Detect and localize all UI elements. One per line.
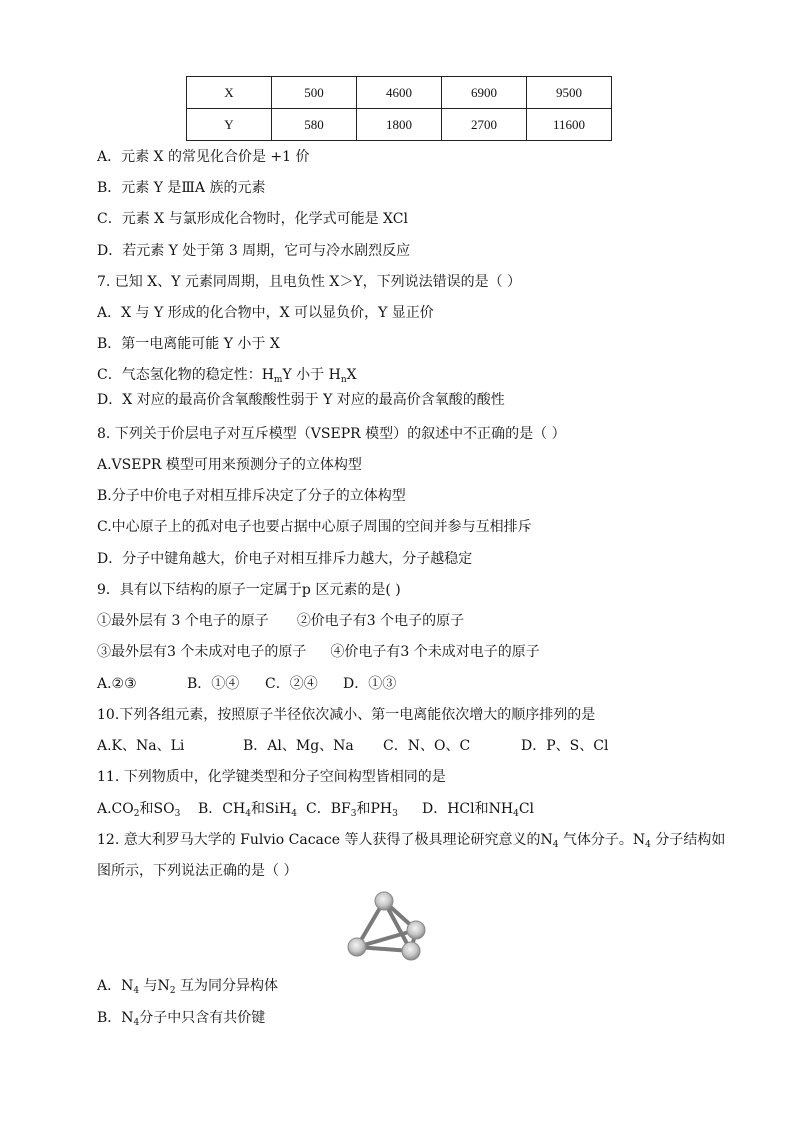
q7-option-c bbox=[97, 366, 357, 384]
q9-item-4: ④价电子有3 个未成对电子的原子 bbox=[330, 644, 540, 660]
table-cell: 11600 bbox=[527, 109, 612, 141]
table-cell: 9500 bbox=[527, 77, 612, 109]
ionization-energy-table bbox=[186, 76, 612, 141]
q6-option-c: C．元素 X 与氯形成化合物时，化学式可能是 XCl bbox=[97, 211, 408, 227]
table-cell: 580 bbox=[272, 109, 357, 141]
q7-option-d: D．X 对应的最高价含氧酸酸性弱于 Y 对应的最高价含氧酸的酸性 bbox=[97, 392, 505, 408]
q9-option-a: A.②③ bbox=[97, 676, 137, 692]
q9-options bbox=[97, 675, 396, 693]
q8-option-d: D．分子中键角越大，价电子对相互排斥力越大，分子越稳定 bbox=[97, 551, 473, 567]
table-row bbox=[187, 109, 612, 141]
q8-stem: 8. 下列关于价层电子对互斥模型（VSEPR 模型）的叙述中不正确的是（ ） bbox=[97, 426, 566, 442]
q8-option-a: A.VSEPR 模型可用来预测分子的立体构型 bbox=[97, 457, 362, 473]
q9-option-c: C．②④ bbox=[265, 676, 318, 692]
table-cell: 2700 bbox=[442, 109, 527, 141]
row-label: Y bbox=[187, 109, 272, 141]
q7-c-pre: C．气态氢化物的稳定性：H bbox=[97, 367, 274, 383]
q11-option-b: B．$CH_4$和SiH$_4$ bbox=[198, 801, 297, 819]
q7-c-post: X bbox=[346, 367, 357, 383]
q8-option-b: B.分子中价电子对相互排斥决定了分子的立体构型 bbox=[97, 488, 406, 504]
q6-option-a: A．元素 X 的常见化合价是 +1 价 bbox=[97, 149, 310, 165]
q12-stem-line-2: 图所示，下列说法正确的是（ ） bbox=[97, 863, 298, 879]
q12-option-a: A．$N_4$ 与$N_2$ 互为同分异构体 bbox=[97, 978, 278, 996]
q10-option-b: B．Al、Mg、Na bbox=[243, 738, 354, 754]
q9-item-2: ②价电子有3 个电子的原子 bbox=[296, 613, 465, 629]
q9-line-1 bbox=[97, 612, 464, 630]
q6-option-b: B．元素 Y 是ⅢA 族的元素 bbox=[97, 180, 266, 196]
q11-stem: 11. 下列物质中，化学键类型和分子空间构型皆相同的是 bbox=[97, 769, 446, 785]
q10-option-d: D．P、S、Cl bbox=[521, 738, 609, 754]
q7-c-mid: Y 小于 H bbox=[282, 367, 341, 383]
q9-stem: 9．具有以下结构的原子一定属于p 区元素的是( ) bbox=[97, 582, 401, 598]
q11-option-c: C．$BF_3$和$PH_3$ bbox=[306, 801, 398, 819]
q10-options bbox=[97, 737, 608, 755]
q9-option-b: B．①④ bbox=[187, 676, 240, 692]
table-cell: 1800 bbox=[357, 109, 442, 141]
table-cell: 4600 bbox=[357, 77, 442, 109]
table-cell: 6900 bbox=[442, 77, 527, 109]
q9-item-1: ①最外层有 3 个电子的原子 bbox=[97, 613, 269, 629]
q12-stem-line-1: 12. 意大利罗马大学的 Fulvio Cacace 等人获得了极具理论研究意义的$N_4$ 气体分子。$N_4$ 分子结构如 bbox=[97, 832, 726, 850]
table-row bbox=[187, 77, 612, 109]
q10-stem: 10.下列各组元素，按照原子半径依次减小、第一电离能依次增大的顺序排列的是 bbox=[97, 707, 596, 723]
q9-option-d: D．①③ bbox=[343, 676, 397, 692]
q6-option-d: D．若元素 Y 处于第 3 周期，它可与冷水剧烈反应 bbox=[97, 243, 411, 259]
q7-c-sub2: n bbox=[340, 375, 347, 385]
nitrogen-atom bbox=[375, 892, 393, 910]
q10-option-a: A.K、Na、Li bbox=[97, 738, 185, 754]
q7-stem: 7. 已知 X、Y 元素同周期，且电负性 X＞Y，下列说法错误的是（ ） bbox=[97, 274, 522, 290]
q11-option-d: D．HCl和$NH_4Cl$ bbox=[422, 801, 535, 819]
n4-molecule-diagram bbox=[336, 887, 436, 967]
q9-line-2 bbox=[97, 643, 540, 661]
q10-option-c: C．N、O、C bbox=[383, 738, 471, 754]
row-label: X bbox=[187, 77, 272, 109]
q7-option-b: B．第一电离能可能 Y 小于 X bbox=[97, 336, 280, 352]
table-cell: 500 bbox=[272, 77, 357, 109]
q11-option-a: $A.CO_2$和$SO_3$ bbox=[97, 801, 181, 819]
nitrogen-atom bbox=[402, 942, 420, 960]
q7-option-a: A．X 与 Y 形成的化合物中，X 可以显负价，Y 显正价 bbox=[97, 305, 434, 321]
nitrogen-atom bbox=[407, 921, 425, 939]
q7-c-sub1: m bbox=[273, 375, 283, 385]
nitrogen-atom bbox=[348, 938, 366, 956]
q12-option-b: B．$N_4$分子中只含有共价键 bbox=[97, 1010, 266, 1028]
q11-options bbox=[97, 800, 534, 818]
q8-option-c: C.中心原子上的孤对电子也要占据中心原子周围的空间并参与互相排斥 bbox=[97, 519, 532, 535]
q9-item-3: ③最外层有3 个未成对电子的原子 bbox=[97, 644, 307, 660]
